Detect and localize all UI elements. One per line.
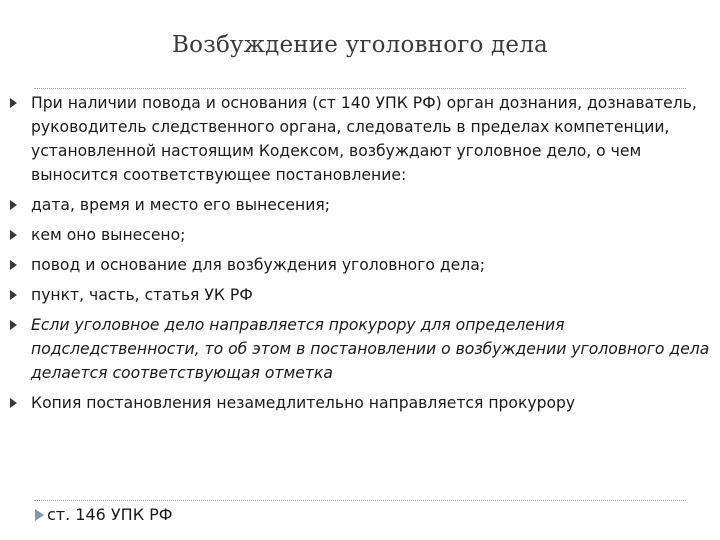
bullet-item: [10, 223, 714, 247]
bullet-item: [10, 91, 714, 187]
bullet-item: [10, 253, 714, 277]
footer-divider: [34, 500, 686, 501]
triangle-bullet-icon: [10, 230, 17, 240]
triangle-bullet-icon: [10, 98, 17, 108]
bullet-text: повод и основание для возбуждения уголовного дела;: [31, 256, 486, 274]
bullet-text: кем оно вынесено;: [31, 226, 186, 244]
triangle-bullet-icon: [10, 290, 17, 300]
bullet-text: дата, время и место его вынесения;: [31, 196, 330, 214]
bullet-text: При наличии повода и основания (ст 140 УПК РФ) орган дознания, дознаватель, руководитель следственного органа, следователь в пределах компетенции, установленной настоящим Кодексом, возбуждают уголовное дело, о чем выносится соответствующее постановление:: [31, 94, 697, 184]
title-divider: [34, 88, 686, 89]
bullet-item: [10, 391, 714, 415]
bullet-text: пункт, часть, статья УК РФ: [31, 286, 253, 304]
bullet-item: [10, 193, 714, 217]
triangle-bullet-icon: [10, 398, 17, 408]
triangle-footnote-icon: [35, 509, 44, 521]
bullet-text: Если уголовное дело направляется прокурору для определения подследственности, то об этом в постановлении о возбуждении уголовного дела делается соответствующая отметка: [31, 316, 710, 382]
bullet-item: [10, 313, 714, 385]
triangle-bullet-icon: [10, 260, 17, 270]
triangle-bullet-icon: [10, 200, 17, 210]
bullet-item: [10, 283, 714, 307]
bullet-text: Копия постановления незамедлительно направляется прокурору: [31, 394, 576, 412]
bullet-list: [10, 91, 714, 421]
triangle-bullet-icon: [10, 320, 17, 330]
footnote-text: ст. 146 УПК РФ: [47, 505, 173, 524]
source-footnote: [35, 503, 173, 527]
slide-title: Возбуждение уголовного дела: [172, 32, 548, 58]
